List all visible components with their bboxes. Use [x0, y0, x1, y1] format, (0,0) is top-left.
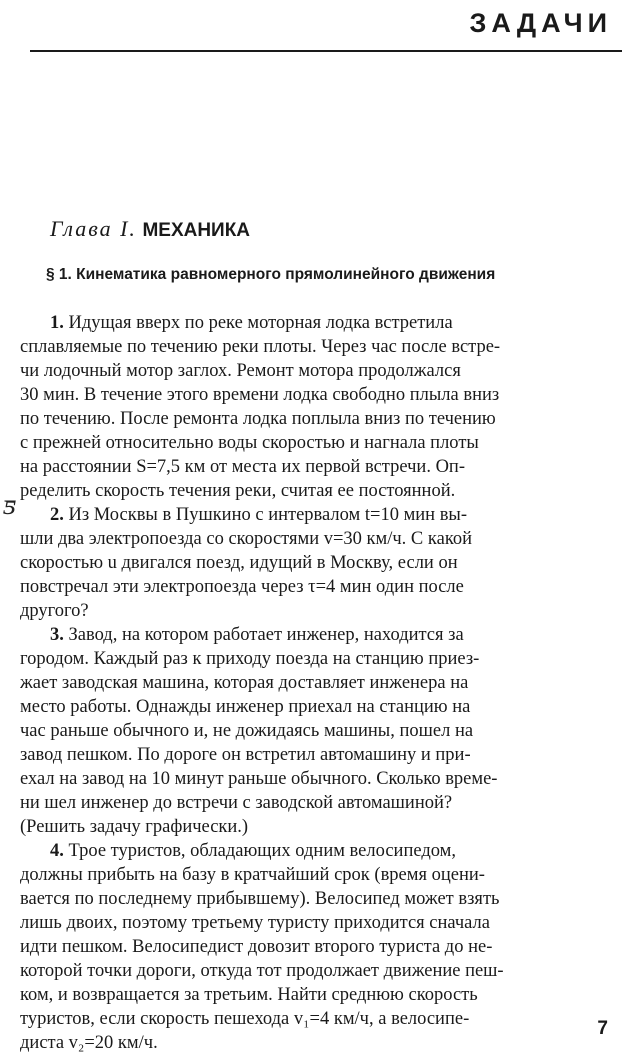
problem-line: повстречал эти электропоезда через τ=4 мин один после [20, 577, 464, 597]
problem-line: ределить скорость течения реки, считая ее постоянной. [20, 481, 456, 501]
problem-line: лишь двоих, поэтому третьему туристу приходится сначала [20, 913, 490, 933]
problem-line: на расстоянии S=7,5 км от места их первой встречи. Оп- [20, 457, 465, 477]
problem-line: другого? [20, 601, 89, 621]
problem-line: по течению. После ремонта лодка поплыла вниз по течению [20, 409, 496, 429]
problem-list [20, 311, 614, 1055]
handwritten-mark: ƽ [4, 488, 16, 521]
problem-number: 4. [50, 841, 64, 861]
problem-line: 30 мин. В течение этого времени лодка свободно плыла вниз [20, 385, 500, 405]
problem-line: шли два электропоезда со скоростями v=30 км/ч. С какой [20, 529, 473, 549]
problem-line: жает заводская машина, которая доставляет инженера на [20, 673, 469, 693]
problem-line: с прежней относительно воды скоростью и нагнала плоты [20, 433, 479, 453]
problem-line: место работы. Однажды инженер приехал на станцию на [20, 697, 471, 717]
section-heading: § 1. Кинематика равномерного прямолинейного движения [46, 266, 496, 283]
problem-line: скоростью u двигался поезд, идущий в Москву, если он [20, 553, 458, 573]
problem-line: (Решить задачу графически.) [20, 817, 249, 837]
problem-line: идти пешком. Велосипедист довозит второго туриста до не- [20, 937, 493, 957]
page-header [0, 0, 628, 52]
problem-3 [20, 623, 614, 839]
chapter-label: Глава I. [50, 216, 137, 241]
problem-line: ни шел инженер до встречи с заводской автомашиной? [20, 793, 453, 813]
problem-line: час раньше обычного и, не дожидаясь машины, пошел на [20, 721, 474, 741]
problem-line: диста v₂=20 км/ч. [20, 1033, 158, 1053]
problem-2 [20, 503, 614, 623]
problem-line: 2. Из Москвы в Пушкино с интервалом t=10 мин вы- [50, 505, 468, 525]
problem-line: вается по последнему прибывшему). Велосипед может взять [20, 889, 500, 909]
problem-line: городом. Каждый раз к приходу поезда на станцию приез- [20, 649, 480, 669]
page-number: 7 [597, 1018, 608, 1039]
problem-line: 1. Идущая вверх по реке моторная лодка встретила [50, 313, 453, 333]
problem-number: 3. [50, 625, 64, 645]
problem-line: завод пешком. По дороге он встретил автомашину и при- [20, 745, 471, 765]
problem-line: сплавляемые по течению реки плоты. Через час после встре- [20, 337, 501, 357]
problem-4 [20, 839, 614, 1055]
problem-1 [20, 311, 614, 503]
problem-line: ком, и возвращается за третьим. Найти среднюю скорость [20, 985, 478, 1005]
problem-line: ехал на завод на 10 минут раньше обычного. Сколько време- [20, 769, 498, 789]
problem-line: должны прибыть на базу в кратчайший срок (время оцени- [20, 865, 485, 885]
problem-number: 2. [50, 505, 64, 525]
problem-line: 3. Завод, на котором работает инженер, находится за [50, 625, 464, 645]
problem-line: чи лодочный мотор заглох. Ремонт мотора продолжался [20, 361, 461, 381]
chapter-title: МЕХАНИКА [142, 220, 251, 241]
problem-line: которой точки дороги, откуда тот продолжает движение пеш- [20, 961, 504, 981]
problem-line: туристов, если скорость пешехода v₁=4 км/ч, а велосипе- [20, 1009, 470, 1029]
header-title: ЗАДАЧИ [469, 8, 612, 38]
problem-line: 4. Трое туристов, обладающих одним велосипедом, [50, 841, 456, 861]
chapter-heading [50, 216, 250, 242]
problem-number: 1. [50, 313, 64, 333]
header-rule [30, 50, 622, 52]
